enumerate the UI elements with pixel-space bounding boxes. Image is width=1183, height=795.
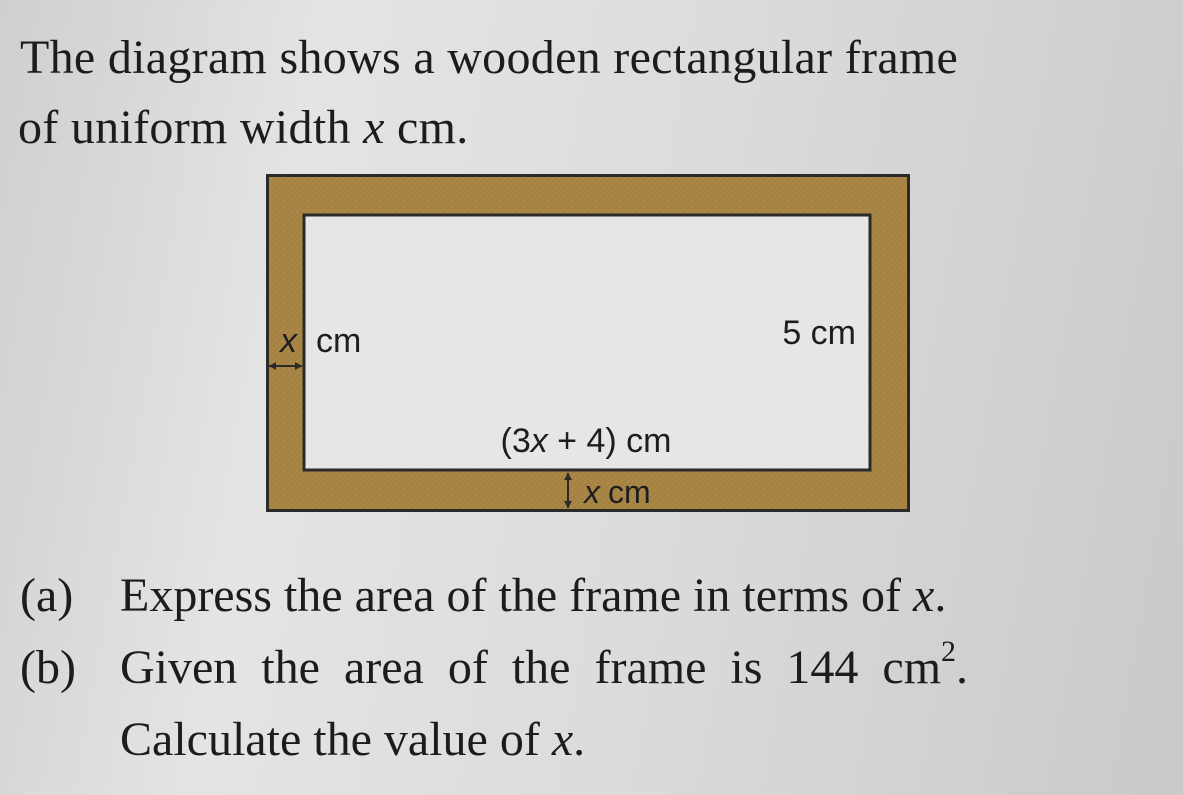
question-a-text: Express the area of the frame in terms of x.: [120, 569, 947, 622]
question-b-line-2: Calculate the value of x.: [120, 713, 586, 766]
intro-line-2: [18, 100, 469, 156]
intro-text-1: The diagram shows a wooden rectangular frame: [20, 31, 959, 84]
question-a-label: (a): [20, 569, 74, 622]
question-b-text: Given the area of the frame is 144 $cm^2$.: [120, 635, 969, 694]
left-width-var: x: [280, 322, 297, 360]
length-label: (3x + 4) cm: [500, 422, 672, 460]
height-label: 5 cm: [782, 314, 856, 352]
question-a-var: x: [913, 569, 935, 622]
question-b-label: (b): [20, 641, 76, 694]
frame-diagram: [266, 174, 910, 512]
intro-text-2-suffix: cm.: [384, 101, 469, 154]
intro-line-1: [20, 30, 958, 86]
intro-text-2-prefix: of uniform width: [18, 101, 364, 154]
question-b-var: x: [551, 713, 574, 766]
bottom-width-label: x cm: [584, 474, 651, 510]
left-width-unit: cm: [316, 322, 362, 360]
intro-var-x: x: [363, 101, 385, 154]
question-b-superscript: 2: [941, 635, 957, 668]
